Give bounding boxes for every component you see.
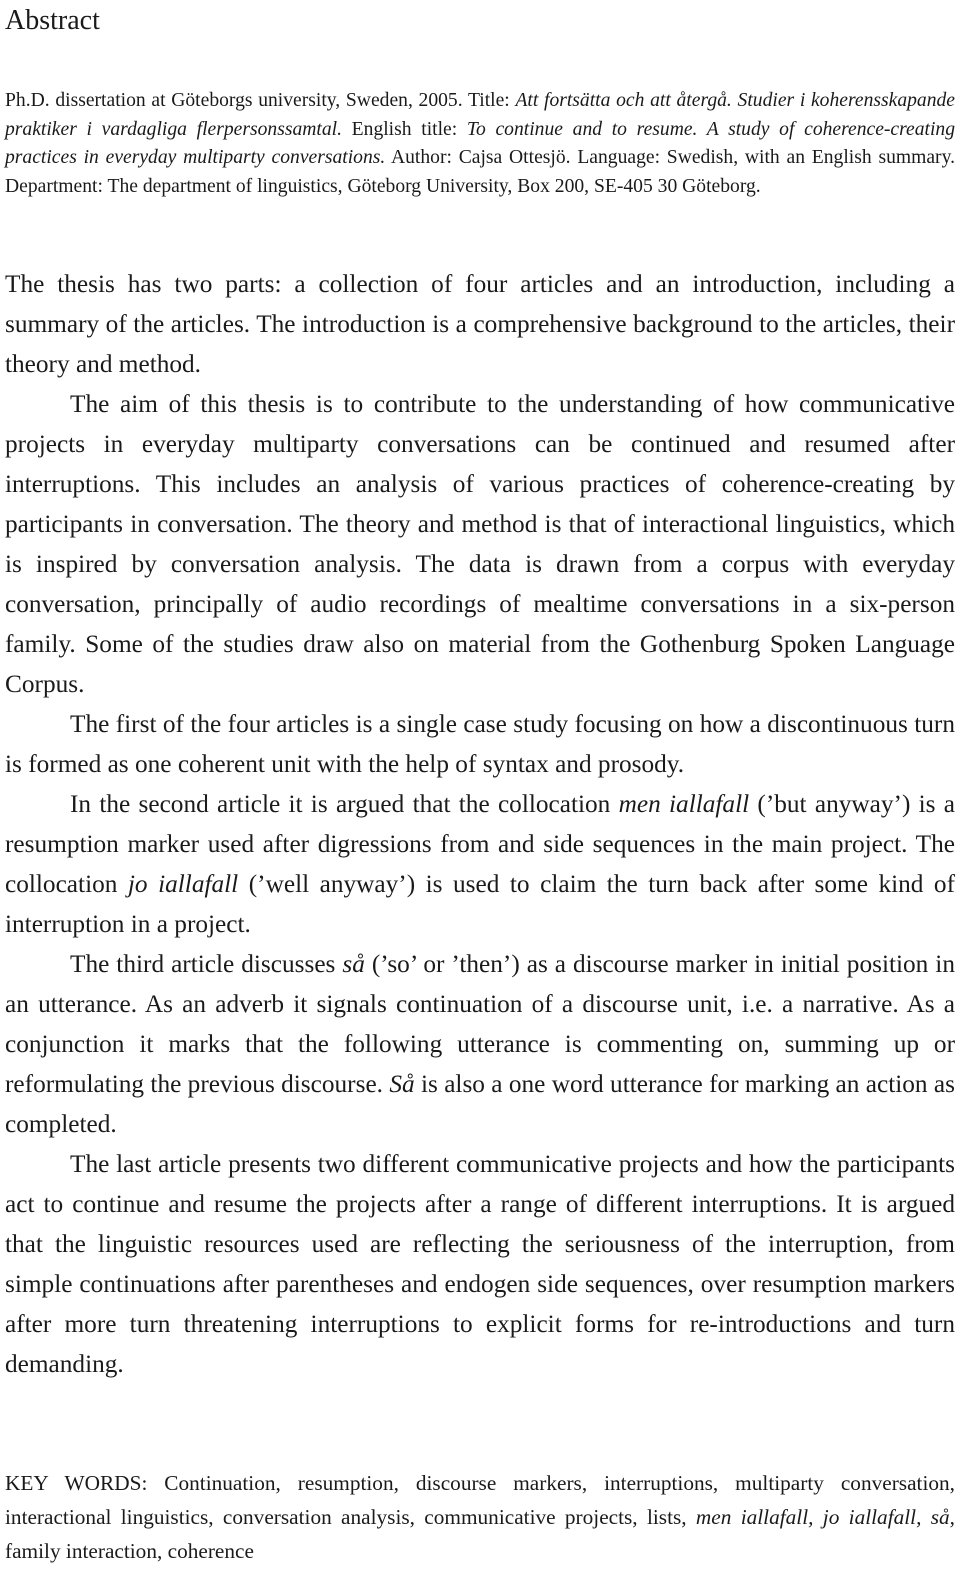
second-article-text-c: (’well anyway’) is used to claim the turn back after some kind of interruption in a project. (5, 870, 956, 938)
meta-english-title-label: English title: (341, 118, 467, 140)
meta-swedish-title: Att fortsätta och att återgå. Studier i koherensskapande praktiker i vardagliga flerpersonssamtal. (5, 90, 955, 140)
meta-english-title: To continue and to resume. A study of coherence-creating practices in everyday multiparty conversations. (5, 118, 955, 169)
third-article-text-b: (’so’ or ’then’) as a discourse marker in initial position in an utterance. As an adverb it signals continuation of a discourse unit, i.e. a narrative. As a conjunction it marks that the following utterance is commenting on, summing up or reformulating the previous discourse. (5, 950, 955, 1098)
second-article-text-a: In the second article it is argued that the collocation (70, 790, 619, 818)
paragraph-third-article (5, 944, 955, 1144)
paragraph-first-article: The first of the four articles is a single case study focusing on how a discontinuous turn is formed as one coherent unit with the help of syntax and prosody. (5, 710, 955, 778)
term-jo-iallafall: jo iallafall (127, 870, 239, 898)
meta-language: Language: Swedish, with an English summary. (570, 147, 955, 169)
term-men-iallafall: men iallafall (618, 790, 750, 818)
keywords (5, 1466, 955, 1569)
paragraph-thesis-parts: The thesis has two parts: a collection of four articles and an introduction, including a summary of the articles. The introduction is a comprehensive background to the articles, their theory and method. (5, 270, 955, 378)
third-article-text-a: The third article discusses (70, 950, 343, 978)
meta-author: Author: Cajsa Ottesjö. (385, 147, 571, 169)
second-article-text-b: (’but anyway’) is a resumption marker used after digressions from and side sequences in the main project. The collocation (5, 790, 955, 898)
keywords-tail: , family interaction, coherence (5, 1505, 955, 1564)
page-title: Abstract (5, 5, 100, 36)
paragraph-last-article: The last article presents two different communicative projects and how the participants act to continue and resume the projects after a range of different interruptions. It is argued that the linguistic resources used are reflecting the seriousness of the interruption, from simple continuations after parentheses and endogen side sequences, over resumption markers after more turn threatening interruptions to explicit forms for re-introductions and turn demanding. (5, 1150, 955, 1378)
keywords-italic-terms: men iallafall, jo iallafall, så (695, 1505, 950, 1530)
term-sa-capital: Så (389, 1070, 415, 1098)
abstract-body (5, 264, 955, 1384)
paragraph-aim: The aim of this thesis is to contribute to the understanding of how communicative projects in everyday multiparty conversations can be continued and resumed after interruptions. This includes an analysis of various practices of coherence-creating by participants in conversation. The theory and method is that of interactional linguistics, which is inspired by conversation analysis. The data is drawn from a corpus with everyday conversation, principally of audio recordings of mealtime conversations in a six-person family. Some of the studies draw also on material from the Gothenburg Spoken Language Corpus. (5, 390, 955, 698)
meta-phd-label: Ph.D. dissertation at Göteborgs university, Sweden, 2005. Title: (5, 90, 516, 111)
dissertation-metadata (5, 87, 955, 201)
meta-department: Department: The department of linguistics, Göteborg University, Box 200, SE-405 30 Göteborg. (5, 175, 761, 197)
paragraph-second-article (5, 784, 955, 944)
keywords-list: Continuation, resumption, discourse markers, interruptions, multiparty conversation, interactional linguistics, conversation analysis, communicative projects, lists, (5, 1471, 955, 1530)
keywords-label: KEY WORDS: (5, 1471, 165, 1495)
third-article-text-c: is also a one word utterance for marking an action as completed. (5, 1070, 955, 1138)
term-sa: så (342, 950, 365, 978)
